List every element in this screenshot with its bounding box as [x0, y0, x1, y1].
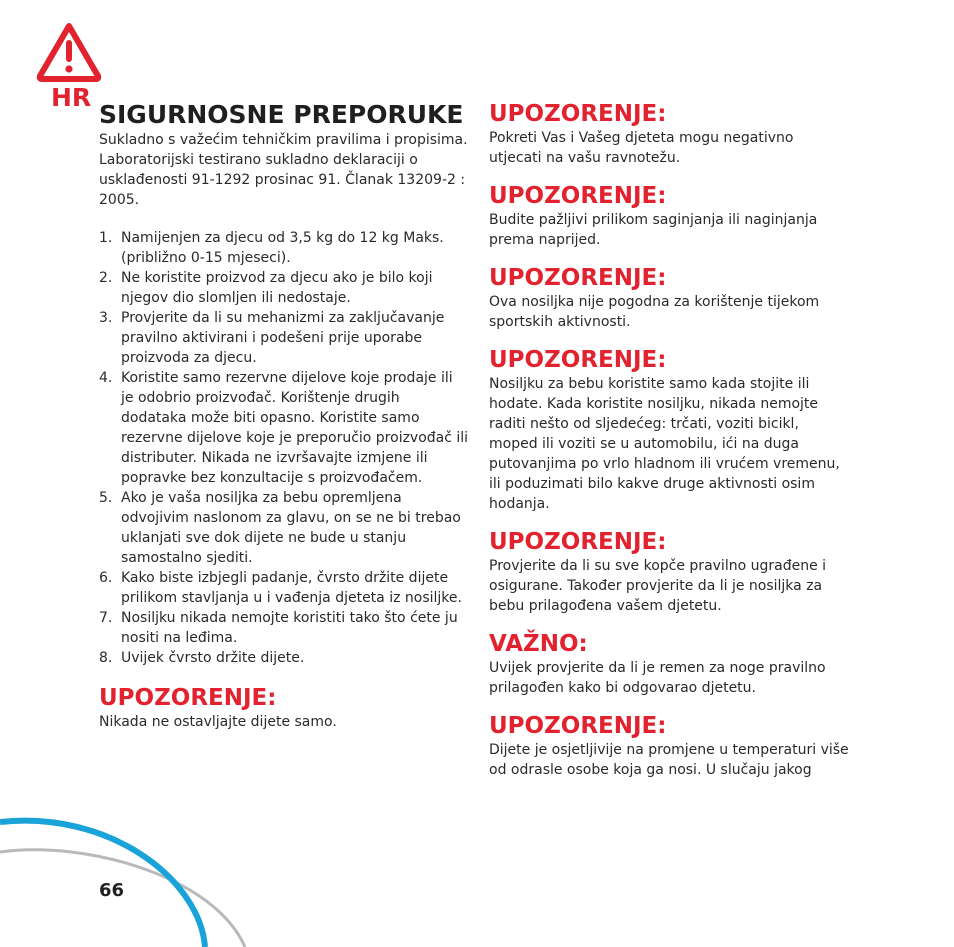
list-item-number: 5.: [99, 490, 113, 506]
list-item-number: 8.: [99, 650, 113, 666]
warning-text: Provjerite da li su sve kopče pravilno ugrađene i osigurane. Također provjerite da li je nosiljka za bebu prilagođena vašem djetetu.: [489, 558, 827, 614]
warning-text: Nikada ne ostavljajte dijete samo.: [99, 714, 337, 730]
list-item-text: Uvijek čvrsto držite dijete.: [121, 650, 305, 666]
warning-block: [489, 182, 849, 250]
warning-block: [489, 528, 849, 616]
warning-heading: UPOZORENJE:: [489, 529, 667, 555]
list-item: [99, 308, 469, 368]
list-item-number: 1.: [99, 230, 113, 246]
warning-block: [489, 264, 849, 332]
list-item-number: 6.: [99, 570, 113, 586]
warning-triangle-icon: [36, 22, 102, 82]
list-item-number: 2.: [99, 270, 113, 286]
list-item-text: Koristite samo rezervne dijelove koje prodaje ili je odobrio proizvođač. Korištenje drugih dodataka može biti opasno. Koristite samo rezervne dijelove koje je preporučio proizvođač ili distributer. Nikada ne izvršavajte izmjene ili popravke bez konzultacije s proizvođačem.: [121, 370, 469, 486]
warning-heading: UPOZORENJE:: [99, 685, 277, 711]
list-item: [99, 568, 469, 608]
list-item-text: Provjerite da li su mehanizmi za zaključavanje pravilno aktivirani i podešeni prije uporabe proizvoda za djecu.: [121, 310, 445, 366]
warning-text: Budite pažljivi prilikom saginjanja ili naginjanja prema naprijed.: [489, 212, 818, 248]
decorative-arcs: [0, 800, 260, 947]
list-item: [99, 228, 469, 268]
list-item: [99, 488, 469, 568]
list-item: [99, 608, 469, 648]
warning-heading: UPOZORENJE:: [489, 347, 667, 373]
page-number: 66: [99, 880, 125, 901]
language-code: HR: [51, 83, 92, 112]
list-item: [99, 268, 469, 308]
list-item-text: Ako je vaša nosiljka za bebu opremljena odvojivim naslonom za glavu, on se ne bi trebao uklanjati sve dok dijete ne bude u stanju samostalno sjediti.: [121, 490, 461, 566]
list-item-text: Namijenjen za djecu od 3,5 kg do 12 kg Maks. (približno 0-15 mjeseci).: [121, 230, 444, 266]
intro-text: Sukladno s važećim tehničkim pravilima i propisima. Laboratorijski testirano sukladno deklaraciji o usklađenosti 91-1292 prosinac 91. Članak 13209-2 : 2005.: [99, 132, 468, 208]
page-title: SIGURNOSNE PREPORUKE: [99, 100, 464, 129]
warning-heading: UPOZORENJE:: [489, 713, 667, 739]
left-column: [99, 100, 469, 732]
warning-heading: UPOZORENJE:: [489, 265, 667, 291]
warning-block: [489, 712, 849, 780]
right-column: [489, 100, 849, 794]
list-item-number: 4.: [99, 370, 113, 386]
warning-text: Ova nosiljka nije pogodna za korištenje tijekom sportskih aktivnosti.: [489, 294, 820, 330]
safety-rules-list: [99, 228, 469, 668]
list-item: [99, 648, 469, 668]
warning-block: [489, 346, 849, 514]
warning-text: Uvijek provjerite da li je remen za noge pravilno prilagođen kako bi odgovarao djetetu.: [489, 660, 826, 696]
warning-heading: UPOZORENJE:: [489, 183, 667, 209]
warning-heading: VAŽNO:: [489, 631, 588, 657]
list-item: [99, 368, 469, 488]
list-item-number: 3.: [99, 310, 113, 326]
list-item-number: 7.: [99, 610, 113, 626]
list-item-text: Ne koristite proizvod za djecu ako je bilo koji njegov dio slomljen ili nedostaje.: [121, 270, 433, 306]
warning-block: [489, 100, 849, 168]
warning-text: Pokreti Vas i Vašeg djeteta mogu negativno utjecati na vašu ravnotežu.: [489, 130, 794, 166]
warning-text: Dijete je osjetljivije na promjene u temperaturi više od odrasle osobe koja ga nosi. U slučaju jakog: [489, 742, 849, 778]
list-item-text: Kako biste izbjegli padanje, čvrsto držite dijete prilikom stavljanja u i vađenja djeteta iz nosiljke.: [121, 570, 462, 606]
warning-block: [99, 684, 469, 732]
list-item-text: Nosiljku nikada nemojte koristiti tako što ćete ju nositi na leđima.: [121, 610, 458, 646]
warning-text: Nosiljku za bebu koristite samo kada stojite ili hodate. Kada koristite nosiljku, nikada nemojte raditi nešto od sljedećeg: trčati, voziti bicikl, moped ili voziti se u automobilu, ići na duga putovanjima po vrlo hladnom ili vrućem vremenu, ili poduzimati bilo kakve druge aktivnosti osim hodanja.: [489, 376, 840, 512]
warning-block: [489, 630, 849, 698]
warning-heading: UPOZORENJE:: [489, 101, 667, 127]
